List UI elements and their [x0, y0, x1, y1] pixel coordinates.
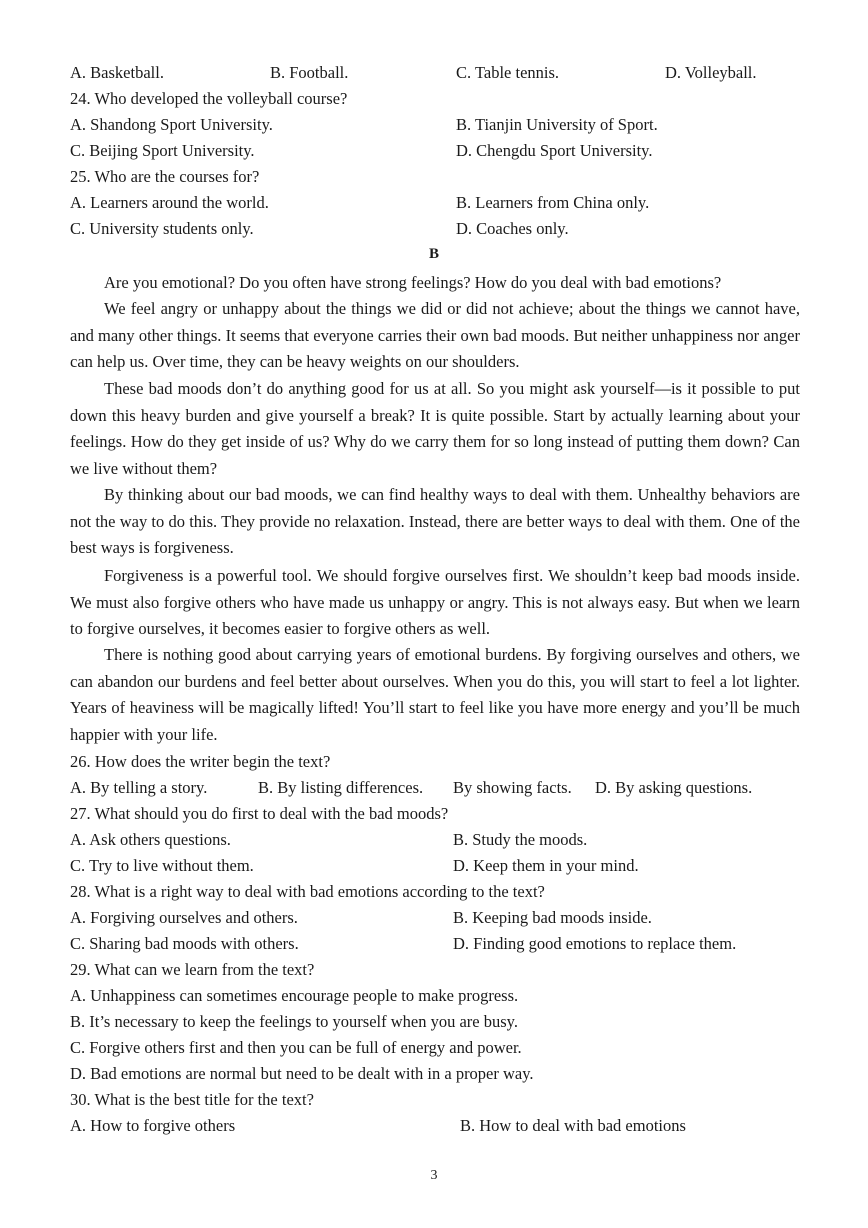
q25-option-b: B. Learners from China only.	[456, 193, 650, 212]
passage-paragraph-3: These bad moods don’t do anything good for us at all. So you might ask yourself—is it possible to put down this heavy burden and give yourself a break? It is quite possible. Start by actually learning about your feelings. How do they get inside of us? Why do we carry them for so long instead of putting them down? Can we live without them?	[70, 379, 800, 478]
q23-option-c: C. Table tennis.	[456, 63, 560, 82]
q25-option-d: D. Coaches only.	[456, 219, 569, 238]
passage-paragraph-4: By thinking about our bad moods, we can find healthy ways to deal with them. Unhealthy behaviors are not the way to do this. They provide no relaxation. Instead, there are better ways to deal with them. One of the best ways is forgiveness.	[70, 485, 800, 557]
section-b-heading: B	[428, 246, 439, 262]
passage-paragraph-2: We feel angry or unhappy about the things we did or did not achieve; about the things we cannot have, and many other things. It seems that everyone carries their own bad moods. But neither unhappiness nor anger can help us. Over time, they can be heavy weights on our shoulders.	[70, 299, 800, 371]
q28-option-d: D. Finding good emotions to replace them.	[453, 934, 737, 953]
q27-option-d: D. Keep them in your mind.	[453, 856, 639, 875]
q25-stem: 25. Who are the courses for?	[70, 167, 260, 186]
q26-option-b: B. By listing differences.	[258, 778, 424, 797]
q23-option-a: A. Basketball.	[70, 63, 164, 82]
q27-option-b: B. Study the moods.	[453, 830, 588, 849]
q28-option-c: C. Sharing bad moods with others.	[70, 934, 299, 953]
q29-option-b: B. It’s necessary to keep the feelings to yourself when you are busy.	[70, 1012, 518, 1031]
q26-option-c: By showing facts.	[453, 778, 572, 797]
q30-option-b: B. How to deal with bad emotions	[460, 1116, 686, 1135]
q28-option-b: B. Keeping bad moods inside.	[453, 908, 652, 927]
q27-option-c: C. Try to live without them.	[70, 856, 254, 875]
q26-option-a: A. By telling a story.	[70, 778, 208, 797]
q24-option-b: B. Tianjin University of Sport.	[456, 115, 658, 134]
passage-paragraph-6: There is nothing good about carrying years of emotional burdens. By forgiving ourselves and others, we can abandon our burdens and feel better about ourselves. When you do this, you will start to feel a lot lighter. Years of heaviness will be magically lifted! You’ll start to feel like you have more energy and you’ll be much happier with your life.	[70, 645, 800, 744]
q27-stem: 27. What should you do first to deal with the bad moods?	[70, 804, 449, 823]
q30-option-a: A. How to forgive others	[70, 1116, 236, 1135]
q26-stem: 26. How does the writer begin the text?	[70, 752, 331, 771]
q25-option-c: C. University students only.	[70, 219, 254, 238]
q26-option-d: D. By asking questions.	[595, 778, 753, 797]
page-number: 3	[430, 1168, 438, 1183]
q29-option-d: D. Bad emotions are normal but need to be dealt with in a proper way.	[70, 1064, 534, 1083]
q28-stem: 28. What is a right way to deal with bad emotions according to the text?	[70, 882, 545, 901]
q24-option-c: C. Beijing Sport University.	[70, 141, 255, 160]
q24-stem: 24. Who developed the volleyball course?	[70, 89, 348, 108]
q25-option-a: A. Learners around the world.	[70, 193, 269, 212]
q27-option-a: A. Ask others questions.	[70, 830, 231, 849]
q30-stem: 30. What is the best title for the text?	[70, 1090, 314, 1109]
q23-option-d: D. Volleyball.	[665, 63, 757, 82]
q29-option-a: A. Unhappiness can sometimes encourage people to make progress.	[70, 986, 519, 1005]
q28-option-a: A. Forgiving ourselves and others.	[70, 908, 298, 927]
q24-option-d: D. Chengdu Sport University.	[456, 141, 653, 160]
passage-paragraph-5: Forgiveness is a powerful tool. We should forgive ourselves first. We shouldn’t keep bad moods inside. We must also forgive others who have made us unhappy or angry. This is not always easy. But when we learn to forgive ourselves, it becomes easier to forgive others as well.	[70, 566, 800, 638]
passage-paragraph-1: Are you emotional? Do you often have strong feelings? How do you deal with bad emotions?	[104, 273, 722, 292]
q29-stem: 29. What can we learn from the text?	[70, 960, 315, 979]
q23-option-b: B. Football.	[270, 63, 349, 82]
q29-option-c: C. Forgive others first and then you can be full of energy and power.	[70, 1038, 522, 1057]
q24-option-a: A. Shandong Sport University.	[70, 115, 273, 134]
